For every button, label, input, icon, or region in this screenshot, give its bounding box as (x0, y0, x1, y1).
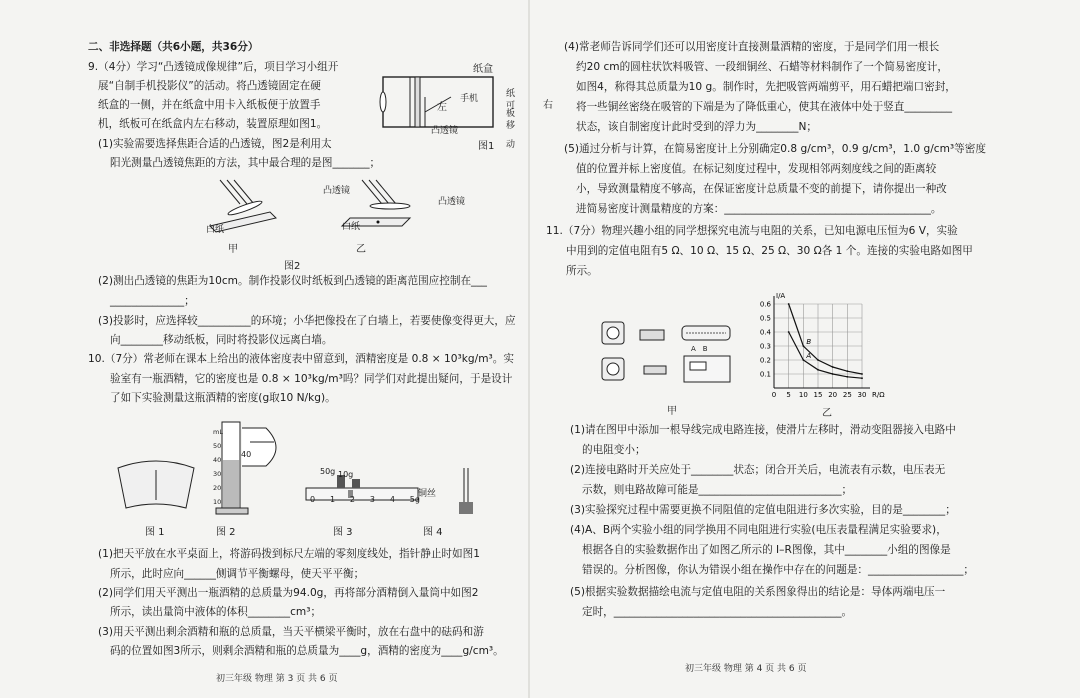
data-point-B (832, 366, 834, 368)
q11b-line: (2)连接电路时开关应处于________状态；闭合开关后，电流表有示数，电压表无 (570, 464, 946, 476)
fig-q10-cap3: 图 3 (333, 527, 353, 538)
q9-line: 阳光测量凸透镜焦距的方法，其中最合理的是图_______； (110, 157, 381, 169)
copper-wire-label: 铜丝 (418, 489, 437, 499)
q10b-line: 码的位置如图3所示，则剩余酒精和瓶的总质量为____g，酒精的密度为____g/cm³。 (110, 645, 504, 657)
ir-chart-svg (752, 290, 892, 410)
q11b-line: 根据各自的实验数据作出了如图乙所示的 I–R图像，其中________小组的图像是 (582, 544, 951, 556)
circuit-caption: 甲 (667, 406, 677, 417)
series-label-A: A (806, 352, 812, 360)
q10-line: 10.（7分）常老师在课本上给出的液体密度表中留意到，酒精密度是 0.8 × 10³kg/m³。实 (88, 353, 514, 365)
fig2-yi-label: 乙 (356, 244, 366, 255)
q10-line: 了如下实验测量这瓶酒精的密度(g取10 N/kg)。 (110, 392, 336, 404)
rider-tick: 2 (349, 495, 355, 504)
q10b-line: 所示，读出量筒中液体的体积________cm³； (110, 606, 322, 618)
chart-caption: 乙 (822, 408, 832, 419)
cylinder-tick: 50 (213, 442, 222, 450)
q9-line: (1)实验需要选择焦距合适的凸透镜，图2是利用太 (98, 138, 332, 150)
left-footer: 初三年级 物理 第 3 页 共 6 页 (216, 674, 338, 684)
cylinder-tick: 10 (213, 498, 222, 506)
fig1-lens-label: 凸透镜 (431, 126, 459, 136)
left-page (88, 0, 553, 698)
right-footer: 初三年级 物理 第 4 页 共 6 页 (685, 664, 807, 674)
y-tick-label: 0.1 (759, 370, 771, 379)
data-point-B (802, 345, 804, 347)
fig2-lens-label-a: 凸透镜 (323, 186, 351, 196)
q11b-line: 的电阻变小； (582, 444, 646, 456)
q9-line: 纸盒的一侧，并在纸盒中用卡入纸板便于放置手 (98, 99, 321, 111)
weight-50g-label: 50g (320, 467, 336, 476)
data-point-A (861, 377, 863, 379)
q10b-line: (1)把天平放在水平桌面上，将游码拨到标尺左端的零刻度线处，指针静止时如图1 (98, 548, 480, 560)
q11b-line: (1)请在图甲中添加一根导线完成电路连接，使滑片左移时，滑动变阻器接入电路中 (570, 424, 956, 436)
y-tick-label: 0.4 (759, 328, 771, 337)
x-axis-label: R/Ω (872, 391, 885, 399)
q11b-line: 定时，___________________________________________。 (582, 606, 853, 618)
q11b-line: 示数，则电路故障可能是___________________________； (582, 484, 853, 496)
data-point-B (846, 370, 848, 372)
x-tick-label: 5 (786, 391, 791, 399)
y-tick-label: 0.2 (759, 356, 771, 365)
data-point-A (788, 331, 790, 333)
fig1-movable-label: 可移动 (506, 101, 516, 150)
x-tick-label: 25 (842, 391, 852, 399)
fig-q10-cap1: 图 1 (145, 527, 165, 538)
q9-line: (2)测出凸透镜的焦距为10cm。制作投影仪时纸板到凸透镜的距离范围应控制在___ (98, 275, 487, 287)
y-tick-label: 0.6 (759, 300, 771, 309)
x-tick-label: 20 (828, 391, 838, 399)
q10c-line: 进简易密度计测量精度的方案：_______________________________________。 (576, 203, 942, 215)
q11b-line: (4)A、B两个实验小组的同学换用不同电阻进行实验(电压表量程满足实验要求)， (570, 524, 947, 536)
rider-tick: 4 (389, 495, 395, 504)
weight-10g-label: 10g (338, 470, 354, 479)
circuit-components-drawing (600, 318, 760, 390)
x-tick-label: 15 (813, 391, 823, 399)
fig-q10-cap4: 图 4 (423, 527, 443, 538)
x-tick-label: 10 (798, 391, 808, 399)
q10b-line: (2)同学们用天平测出一瓶酒精的总质量为94.0g，再将部分酒精倒入量筒中如图2 (98, 587, 479, 599)
q9-line: 展“自制手机投影仪”的活动。将凸透镜固定在硬 (98, 80, 321, 92)
q10c-line: 状态，该自制密度计此时受到的浮力为________N； (576, 121, 817, 133)
fig2-lens-label-b: 凸透镜 (438, 197, 466, 207)
q9-line: 9.（4分）学习“凸透镜成像规律”后，项目学习小组开 (88, 61, 339, 73)
q10c-line: (5)通过分析与计算，在简易密度计上分别确定0.8 g/cm³，0.9 g/cm³，1.0 g/cm³等密度 (564, 143, 986, 155)
series-label-B: B (806, 338, 812, 346)
q9-line: (3)投影时，应选择较__________的环境；小华把像投在了白墙上，若要使像变得更大，应 (98, 315, 516, 327)
data-point-A (832, 373, 834, 375)
cylinder-scale (213, 425, 223, 509)
x-tick-label: 0 (771, 391, 777, 399)
q11b-line: 错误的。分析图像，你认为错误小组在操作中存在的问题是：__________________； (582, 564, 974, 576)
right-page (546, 0, 986, 698)
fig2-caption: 图2 (284, 261, 301, 272)
fig1-phone-label: 手机 (460, 94, 479, 104)
data-point-B (817, 359, 819, 361)
q11b-line: (5)根据实验数据描绘电流与定值电阻的关系图象得出的结论是：导体两端电压一 (570, 586, 946, 598)
cylinder-tick: 20 (213, 484, 222, 492)
fig2-jia-label: 甲 (228, 244, 238, 255)
q11-line: 所示。 (566, 265, 598, 277)
q10c-line: 值的位置并标上密度值。在标记刻度过程中，发现相邻两刻度线之间的距离较 (576, 163, 937, 175)
q10c-line: (4)常老师告诉同学们还可以用密度计直接测量酒精的密度，于是同学们用一根长 (564, 41, 940, 53)
cylinder-zoom-label: 40 (241, 450, 252, 459)
fig1-box-label: 纸盒 (473, 64, 493, 75)
q10c-line: 将一些铜丝密绕在吸管的下端是为了降低重心，使其在液体中处于竖直_________ (576, 101, 953, 113)
rider-tick: 1 (329, 495, 336, 504)
data-point-A (802, 359, 804, 361)
circuit-caption-mark: A B (691, 345, 708, 353)
fig1-board-label: 纸板 (506, 89, 516, 119)
data-point-A (846, 376, 848, 378)
fig-q10-cap2: 图 2 (216, 527, 236, 538)
q11b-line: (3)实验探究过程中需要更换不同阻值的定值电阻进行多次实验，目的是________； (570, 504, 956, 516)
fig2-paper-label-b: 白纸 (342, 222, 361, 232)
q9-line: ______________； (110, 295, 195, 307)
data-point-A (817, 369, 819, 371)
cylinder-tick: 30 (213, 470, 222, 478)
rider-scale (310, 490, 420, 510)
y-tick-label: 0.3 (759, 342, 771, 351)
q10b-line: 所示，此时应向______侧调节平衡螺母，使天平平衡； (110, 568, 365, 580)
fig1-left-label: 左 (437, 102, 447, 113)
cylinder-tick: 40 (213, 456, 222, 464)
series-line-A (789, 332, 862, 378)
rider-tick: 3 (369, 495, 375, 504)
page-fold (528, 0, 530, 698)
q9-line: 向________移动纸板，同时将投影仪远离白墙。 (110, 334, 333, 346)
q10-line: 验室有一瓶酒精，它的密度也是 0.8 × 10³kg/m³吗？同学们对此提出疑问，于是设计 (110, 373, 513, 385)
q10b-line: (3)用天平测出剩余酒精和瓶的总质量，当天平横梁平衡时，放在右盘中的砝码和游 (98, 626, 484, 638)
rider-tick: 0 (310, 495, 316, 504)
fig2-paper-label-a: 白纸 (206, 225, 225, 235)
cylinder-tick: mL (213, 428, 223, 436)
q10c-line: 小，导致测量精度不够高，在保证密度计总质量不变的前提下，请你提出一种改 (576, 183, 947, 195)
rider-tick: 5g (409, 495, 420, 504)
section-title: 二、非选择题（共6小题，共36分） (88, 41, 259, 53)
fig1-right-label: 右 (543, 100, 553, 111)
q9-line: 机，纸板可在纸盒内左右移动，装置原理如图1。 (98, 118, 328, 130)
x-tick-label: 30 (857, 391, 867, 399)
q11-line: 11.（7分）物理兴趣小组的同学想探究电流与电阻的关系，已知电源电压恒为6 V，实验 (546, 225, 958, 237)
series-line-B (789, 304, 862, 374)
y-tick-label: 0.5 (759, 314, 771, 323)
data-point-B (788, 303, 790, 305)
data-point-B (861, 373, 863, 375)
q10c-line: 如图4，称得其总质量为10 g。制作时，先把吸管两端剪平，用石蜡把端口密封， (576, 81, 956, 93)
q10c-line: 约20 cm的圆柱状饮料吸管、一段细铜丝、石蜡等材料制作了一个简易密度计， (576, 61, 948, 73)
fig1-caption: 图1 (478, 141, 495, 152)
y-axis-label: I/A (776, 292, 786, 300)
q11-line: 中用到的定值电阻有5 Ω、10 Ω、15 Ω、25 Ω、30 Ω各 1 个。连接的实验电路如图甲 (566, 245, 973, 257)
